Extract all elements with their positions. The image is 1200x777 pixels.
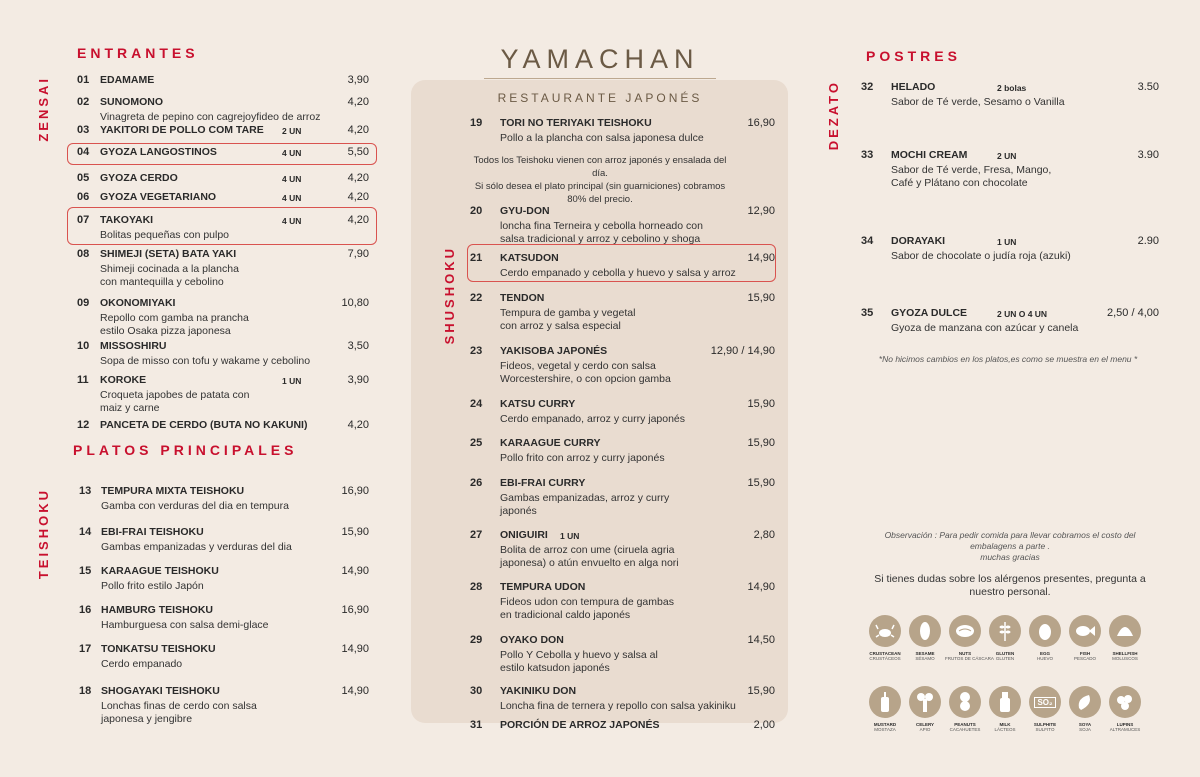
item-quantity: 2 bolas [997, 83, 1027, 93]
section-label-zensai: ZENSAI [36, 76, 51, 142]
allergen-label-es: PESCADO [1073, 656, 1096, 661]
item-number: 22 [470, 292, 483, 304]
menu-item [470, 344, 775, 384]
item-description: Gyoza de manzana con azúcar y canela [891, 322, 1079, 334]
menu-item [77, 418, 369, 432]
item-name: ONIGUIRI [500, 529, 548, 541]
allergen-label-es: CRUSTÁCEOS [869, 656, 901, 661]
item-number: 02 [77, 96, 90, 108]
menu-item [79, 642, 369, 669]
menu-item [77, 373, 369, 413]
menu-item [470, 476, 775, 516]
allergen-notice-line: nuestro personal. [969, 586, 1051, 598]
item-name: TAKOYAKI [100, 214, 154, 226]
item-price: 15,90 [747, 437, 775, 449]
item-name: GYU-DON [500, 205, 550, 217]
menu-item [79, 564, 369, 591]
item-price: 2.90 [1137, 235, 1159, 247]
item-price: 3.50 [1137, 81, 1159, 93]
mustard-icon [869, 686, 901, 718]
item-number: 25 [470, 437, 483, 449]
item-description: Gambas empanizadas y verduras del dia [101, 541, 292, 553]
menu-item [79, 525, 369, 552]
item-price: 2,80 [753, 529, 775, 541]
item-description: Bolita de arroz con ume (ciruela agria [500, 544, 675, 556]
item-quantity: 1 UN [560, 531, 580, 541]
sulphite-icon [1029, 686, 1061, 718]
item-number: 15 [79, 565, 92, 577]
item-price: 4,20 [347, 419, 369, 431]
item-price: 15,90 [747, 685, 775, 697]
section-label-teishoku: TEISHOKU [36, 488, 51, 580]
allergen-label-en: MILK [999, 722, 1011, 727]
item-description: Cerdo empanado [101, 658, 183, 670]
item-price: 2,00 [753, 719, 775, 731]
item-description: Cerdo empanado y cebolla y huevo y salsa y arroz [500, 267, 736, 279]
allergen-label-en: SESAME [915, 651, 935, 656]
menu-item [470, 718, 775, 732]
item-number: 06 [77, 191, 90, 203]
item-price: 14,90 [747, 252, 775, 264]
item-number: 23 [470, 345, 483, 357]
item-price: 15,90 [341, 526, 369, 538]
item-price: 2,50 / 4,00 [1107, 307, 1159, 319]
item-name: SHOGAYAKI TEISHOKU [101, 685, 220, 697]
section-title-platos: PLATOS PRINCIPALES [73, 442, 298, 458]
allergen-label-en: NUTS [958, 651, 972, 656]
item-quantity: 2 UN O 4 UN [997, 309, 1048, 319]
allergen-label-es: HUEVO [1036, 656, 1053, 661]
item-name: YAKINIKU DON [500, 685, 577, 697]
allergen-badge [1025, 615, 1065, 661]
item-description: salsa tradicional y arroz y cebolino y shoga [500, 233, 701, 245]
item-number: 35 [861, 307, 874, 319]
item-price: 4,20 [347, 172, 369, 184]
item-name: OKONOMIYAKI [100, 297, 176, 309]
item-description: Pollo Y Cebolla y huevo y salsa al [500, 649, 658, 661]
item-number: 33 [861, 149, 874, 161]
item-description: japonés [500, 505, 537, 517]
item-price: 15,90 [747, 398, 775, 410]
item-description: Hamburguesa con salsa demi-glace [101, 619, 269, 631]
allergen-badge [1065, 686, 1105, 732]
item-price: 4,20 [347, 191, 369, 203]
shushoku-note [470, 154, 730, 206]
menu-item [77, 123, 369, 137]
item-number: 14 [79, 526, 92, 538]
item-name: SHIMEJI (SETA) BATA YAKI [100, 248, 237, 260]
sesame-icon [909, 615, 941, 647]
allergen-badge [905, 615, 945, 661]
item-price: 3.90 [1137, 149, 1159, 161]
item-description: Sabor de chocolate o judía roja (azuki) [891, 250, 1071, 262]
item-price: 3,90 [347, 74, 369, 86]
item-quantity: 1 UN [997, 237, 1017, 247]
item-name: KARAAGUE TEISHOKU [101, 565, 219, 577]
item-quantity: 4 UN [282, 148, 302, 158]
allergen-badge [1025, 686, 1065, 732]
menu-item [77, 95, 369, 122]
item-name: TORI NO TERIYAKI TEISHOKU [500, 117, 652, 129]
allergen-badge [945, 615, 994, 661]
item-name: TEMPURA UDON [500, 581, 586, 593]
item-number: 09 [77, 297, 90, 309]
item-description: Fideos, vegetal y cerdo con salsa [500, 360, 656, 372]
item-name: KOROKE [100, 374, 147, 386]
allergen-badge [945, 686, 985, 732]
item-description: Gambas empanizadas, arroz y curry [500, 492, 670, 504]
item-price: 16,90 [747, 117, 775, 129]
item-name: MISSOSHIRU [100, 340, 167, 352]
menu-item [470, 204, 775, 244]
item-name: KARAAGUE CURRY [500, 437, 601, 449]
item-description: Loncha fina de ternera y repollo con salsa yakiniku [500, 700, 736, 712]
menu-item [470, 684, 775, 711]
menu-item [470, 291, 775, 331]
item-name: DORAYAKI [891, 235, 946, 247]
allergen-badge [865, 686, 905, 732]
observacion-line: embalagens a parte . [970, 541, 1050, 551]
item-price: 4,20 [347, 214, 369, 226]
item-name: EBI-FRAI CURRY [500, 477, 586, 489]
item-price: 5,50 [347, 146, 369, 158]
item-description: Worcestershire, o con opcion gamba [500, 373, 671, 385]
peanut-icon [949, 686, 981, 718]
item-number: 29 [470, 634, 483, 646]
menu-item [77, 247, 369, 287]
item-quantity: 2 UN [282, 126, 302, 136]
item-number: 30 [470, 685, 483, 697]
item-number: 32 [861, 81, 874, 93]
item-price: 12,90 / 14,90 [710, 345, 775, 357]
item-number: 20 [470, 205, 483, 217]
item-number: 18 [79, 685, 92, 697]
item-description: Pollo frito estilo Japón [101, 580, 204, 592]
allergen-badge [905, 686, 945, 732]
allergen-label-es: FRUTOS DE CÁSCARA [945, 656, 994, 661]
menu-item [470, 580, 775, 620]
allergen-label-es: ALTRAMUCES [1109, 727, 1141, 732]
item-price: 15,90 [747, 477, 775, 489]
item-number: 28 [470, 581, 483, 593]
menu-item [470, 528, 775, 568]
menu-item [79, 684, 369, 724]
item-price: 12,90 [747, 205, 775, 217]
shushoku-note-line: Todos los Teishoku vienen con arroz japonés y ensalada del día. [473, 155, 727, 179]
item-number: 01 [77, 74, 90, 86]
item-price: 14,90 [747, 581, 775, 593]
menu-item [77, 213, 369, 240]
item-name: EBI-FRAI TEISHOKU [101, 526, 204, 538]
allergen-label-es: GLUTEN [995, 656, 1015, 661]
menu-item [470, 436, 775, 463]
item-name: PORCIÓN DE ARROZ JAPONÉS [500, 719, 660, 731]
item-name: MOCHI CREAM [891, 149, 968, 161]
celery-icon [909, 686, 941, 718]
allergen-label-en: SULPHITE [1033, 722, 1057, 727]
allergen-notice [860, 573, 1160, 599]
allergen-label-en: MUSTARD [873, 722, 897, 727]
menu-item [861, 80, 1159, 107]
allergen-label-en: FISH [1079, 651, 1091, 656]
item-quantity: 2 UN [997, 151, 1017, 161]
item-price: 16,90 [341, 485, 369, 497]
item-number: 05 [77, 172, 90, 184]
item-name: HAMBURG TEISHOKU [101, 604, 213, 616]
shushoku-note-line: 80% del precio. [567, 194, 633, 205]
item-price: 14,90 [341, 565, 369, 577]
allergen-label-en: EGG [1039, 651, 1050, 656]
menu-item [470, 251, 775, 278]
item-quantity: 4 UN [282, 193, 302, 203]
egg-icon [1029, 615, 1061, 647]
item-number: 19 [470, 117, 483, 129]
item-description: Fideos udon con tempura de gambas [500, 596, 674, 608]
allergen-label-en: SHELLFISH [1112, 651, 1138, 656]
item-description: Sopa de misso con tofu y wakame y cebolino [100, 355, 311, 367]
allergen-badge [865, 615, 905, 661]
allergen-notice-line: Si tienes dudas sobre los alérgenos presentes, pregunta a [874, 573, 1146, 585]
item-number: 16 [79, 604, 92, 616]
item-description: Lonchas finas de cerdo con salsa [101, 700, 257, 712]
item-description: con mantequilla y cebolino [100, 276, 224, 288]
allergen-label-en: SOYA [1078, 722, 1092, 727]
item-name: YAKITORI DE POLLO COM TARE [100, 124, 264, 136]
item-description: Sabor de Té verde, Sesamo o Vanilla [891, 96, 1065, 108]
item-description: Repollo com gamba na prancha [100, 312, 249, 324]
item-price: 14,90 [341, 685, 369, 697]
allergen-label-en: LUPINS [1116, 722, 1134, 727]
item-price: 14,90 [341, 643, 369, 655]
item-description: Shimeji cocinada a la plancha [100, 263, 239, 275]
observacion-note [860, 530, 1160, 563]
menu-item [77, 339, 369, 366]
item-name: EDAMAME [100, 74, 155, 86]
item-description: Bolitas pequeñas con pulpo [100, 229, 230, 241]
allergen-label-es: SULFITO [1035, 727, 1055, 732]
item-number: 12 [77, 419, 90, 431]
nuts-icon [949, 615, 981, 647]
menu-item [470, 633, 775, 673]
item-description: Pollo a la plancha con salsa japonesa dulce [500, 132, 704, 144]
item-number: 21 [470, 252, 483, 264]
section-label-shushoku: SHUSHOKU [442, 246, 457, 345]
item-price: 15,90 [747, 292, 775, 304]
observacion-line: Observación : Para pedir comida para llevar cobramos el costo del [884, 530, 1136, 540]
item-name: GYOZA CERDO [100, 172, 178, 184]
menu-item [79, 603, 369, 630]
allergen-badge [985, 615, 1025, 661]
brand-name: YAMACHAN [500, 44, 700, 74]
shushoku-note-line: Si sólo desea el plato principal (sin guarniciones) cobramos [474, 181, 726, 192]
item-description: Café y Plátano con chocolate [891, 177, 1028, 189]
item-number: 11 [77, 374, 89, 386]
menu-item [470, 116, 775, 143]
menu-item [861, 148, 1159, 188]
item-name: TENDON [500, 292, 545, 304]
item-name: TONKATSU TEISHOKU [101, 643, 216, 655]
item-price: 16,90 [341, 604, 369, 616]
item-price: 14,50 [747, 634, 775, 646]
item-description: Cerdo empanado, arroz y curry japonés [500, 413, 686, 425]
item-number: 24 [470, 398, 483, 410]
item-number: 03 [77, 124, 90, 136]
allergen-label-en: GLUTEN [995, 651, 1015, 656]
item-name: PANCETA DE CERDO (BUTA NO KAKUNI) [100, 419, 308, 431]
item-number: 13 [79, 485, 92, 497]
section-title-entrantes: ENTRANTES [77, 45, 199, 61]
item-number: 31 [470, 719, 483, 731]
item-name: KATSUDON [500, 252, 559, 264]
item-description: estilo Osaka pizza japonesa [100, 325, 231, 337]
menu-item [79, 484, 369, 511]
observacion-line: muchas gracias [980, 552, 1040, 562]
item-name: GYOZA LANGOSTINOS [100, 146, 217, 158]
item-quantity: 1 UN [282, 376, 302, 386]
allergen-label-es: MOSTAZA [874, 727, 896, 732]
allergen-label-en: PEANUTS [954, 722, 976, 727]
crab-icon [869, 615, 901, 647]
allergen-label-es: MOLUSCOS [1112, 656, 1138, 661]
item-price: 7,90 [347, 248, 369, 260]
section-title-postres: POSTRES [866, 48, 961, 64]
item-price: 10,80 [341, 297, 369, 309]
menu-item [77, 296, 369, 336]
item-number: 17 [79, 643, 92, 655]
menu-item [77, 190, 369, 204]
item-quantity: 4 UN [282, 216, 302, 226]
item-number: 07 [77, 214, 90, 226]
brand-subtitle: RESTAURANTE JAPONÉS [497, 91, 703, 105]
item-description: Tempura de gamba y vegetal [500, 307, 636, 319]
item-quantity: 4 UN [282, 174, 302, 184]
item-number: 27 [470, 529, 483, 541]
item-description: Gamba con verduras del dia en tempura [101, 500, 289, 512]
shell-icon [1109, 615, 1141, 647]
item-name: HELADO [891, 81, 936, 93]
item-price: 3,90 [347, 374, 369, 386]
item-name: KATSU CURRY [500, 398, 576, 410]
allergen-badge [1065, 615, 1105, 661]
postres-note: *No hicimos cambios en los platos,es como se muestra en el menu * [878, 354, 1138, 364]
item-description: japonesa) o atún envuelto en alga nori [500, 557, 679, 569]
menu-item [470, 397, 775, 424]
item-price: 4,20 [347, 124, 369, 136]
allergen-badge [1105, 686, 1145, 732]
item-name: OYAKO DON [500, 634, 564, 646]
wheat-icon [989, 615, 1021, 647]
item-description: Croqueta japobes de patata con [100, 389, 250, 401]
item-description: en tradicional caldo japonés [500, 609, 631, 621]
item-name: TEMPURA MIXTA TEISHOKU [101, 485, 245, 497]
item-description: Vinagreta de pepino con cagrejoyfideo de arroz [100, 111, 321, 123]
allergen-label-es: SOJA [1079, 727, 1091, 732]
menu-item [77, 171, 369, 185]
item-number: 08 [77, 248, 90, 260]
item-price: 3,50 [347, 340, 369, 352]
item-name: SUNOMONO [100, 96, 163, 108]
allergen-badge [985, 686, 1025, 732]
menu-item [77, 73, 369, 87]
soy-icon [1069, 686, 1101, 718]
menu-item [77, 145, 369, 159]
item-price: 4,20 [347, 96, 369, 108]
allergen-label-es: CACAHUETES [949, 727, 981, 732]
item-description: Pollo frito con arroz y curry japonés [500, 452, 665, 464]
item-number: 04 [77, 146, 90, 158]
item-number: 26 [470, 477, 483, 489]
item-description: con arroz y salsa especial [500, 320, 621, 332]
brand-divider [484, 78, 716, 79]
section-label-dezato: DEZATO [826, 80, 841, 151]
item-name: GYOZA VEGETARIANO [100, 191, 217, 203]
fish-icon [1069, 615, 1101, 647]
milk-icon [989, 686, 1021, 718]
menu-item [861, 234, 1159, 261]
item-description: loncha fina Terneira y cebolla horneado con [500, 220, 703, 232]
lupin-icon [1109, 686, 1141, 718]
item-description: japonesa y jengibre [101, 713, 193, 725]
item-number: 34 [861, 235, 874, 247]
menu-item [861, 306, 1159, 333]
allergen-label-en: CRUSTACEAN [869, 651, 901, 656]
allergen-label-es: SÉSAMO [915, 656, 935, 661]
allergen-label-es: APIO [919, 727, 931, 732]
item-name: GYOZA DULCE [891, 307, 968, 319]
item-number: 10 [77, 340, 90, 352]
allergen-badge [1105, 615, 1145, 661]
item-name: YAKISOBA JAPONÉS [500, 345, 608, 357]
sulphite-symbol: SO₂ [1034, 697, 1055, 708]
item-description: maiz y carne [100, 402, 160, 414]
item-description: Sabor de Té verde, Fresa, Mango, [891, 164, 1052, 176]
allergen-label-en: CELERY [915, 722, 935, 727]
allergen-label-es: LÁCTEOS [994, 727, 1016, 732]
item-description: estilo katsudon japonés [500, 662, 610, 674]
